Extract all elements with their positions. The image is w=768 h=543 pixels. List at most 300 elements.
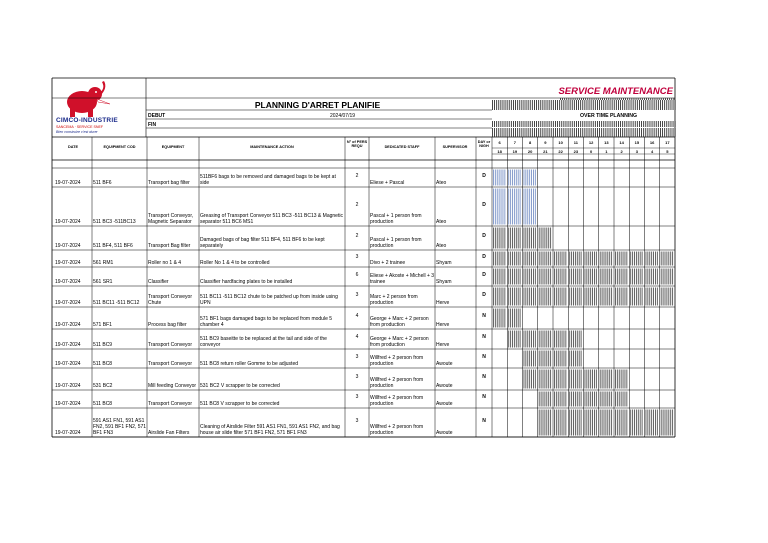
row-persons	[345, 350, 369, 364]
barcode-stripe	[656, 121, 657, 127]
gantt-shade	[548, 392, 549, 407]
barcode-stripe	[553, 128, 554, 137]
gantt-shade	[621, 392, 622, 407]
gantt-shade	[569, 351, 570, 367]
barcode-stripe	[551, 121, 552, 127]
gantt-shade	[625, 392, 626, 407]
gantt-shade	[564, 392, 565, 407]
col-header-day-night: DAY or NIGH	[477, 140, 491, 148]
gantt-shade	[575, 288, 576, 306]
gantt-shade	[632, 269, 633, 285]
row-equipment-code	[93, 287, 147, 307]
row-action	[200, 391, 345, 408]
barcode-stripe	[511, 121, 512, 127]
gantt-shade	[539, 392, 540, 407]
gantt-shade	[524, 269, 525, 285]
gantt-shade	[626, 288, 627, 306]
row-date	[55, 251, 92, 267]
gantt-shade	[556, 410, 557, 436]
row-staff-text: Eliese + Akoste + Michell + 3 trainee	[370, 272, 435, 286]
barcode-stripe	[618, 121, 619, 127]
gantt-shade	[504, 252, 505, 266]
gantt-shade	[520, 189, 521, 225]
barcode-stripe	[566, 100, 567, 110]
gantt-shade	[525, 370, 526, 389]
gantt-shade	[520, 170, 521, 186]
ot-hour-bottom: 1	[605, 149, 608, 154]
gantt-shade	[579, 351, 580, 367]
gantt-shade	[560, 252, 561, 266]
barcode-stripe	[626, 121, 627, 127]
barcode-stripe	[555, 128, 556, 137]
barcode-stripe	[617, 98, 618, 100]
barcode-stripe	[596, 98, 597, 100]
gantt-shade	[543, 410, 544, 436]
gantt-shade	[550, 252, 551, 266]
gantt-shade	[520, 331, 521, 348]
barcode-stripe	[530, 128, 531, 137]
row-action	[200, 330, 345, 349]
gantt-shade	[571, 252, 572, 266]
row-persons	[345, 308, 369, 325]
barcode-stripe	[536, 121, 537, 127]
gantt-shade	[550, 370, 551, 389]
gantt-shade	[535, 189, 536, 225]
gantt-shade	[546, 370, 547, 389]
gantt-shade	[535, 370, 536, 389]
barcode-stripe	[542, 121, 543, 127]
barcode-stripe	[647, 128, 648, 137]
ot-hour-top: 14	[619, 140, 624, 145]
barcode-stripe	[641, 121, 642, 127]
gantt-shade	[605, 410, 606, 436]
gantt-shade	[672, 252, 673, 266]
barcode-stripe	[524, 100, 525, 110]
gantt-shade	[581, 252, 582, 266]
gantt-shade	[510, 309, 511, 328]
barcode-stripe	[593, 121, 594, 127]
barcode-stripe	[600, 98, 601, 100]
gantt-shade	[588, 288, 589, 306]
row-staff	[370, 409, 435, 437]
gantt-shade	[649, 288, 650, 306]
gantt-shade	[577, 370, 578, 389]
gantt-shade	[508, 228, 509, 249]
row-day-night	[476, 369, 492, 386]
barcode-stripe	[513, 100, 514, 110]
gantt-shade	[520, 228, 521, 249]
barcode-stripe	[641, 128, 642, 137]
gantt-shade	[596, 288, 597, 306]
ot-hour-top: 15	[634, 140, 640, 145]
barcode-stripe	[634, 98, 635, 100]
barcode-stripe	[542, 100, 543, 110]
gantt-shade	[611, 288, 612, 306]
gantt-shade	[541, 228, 542, 249]
barcode-stripe	[673, 100, 674, 110]
gantt-shade	[642, 252, 643, 266]
row-action	[200, 350, 345, 368]
gantt-shade	[581, 351, 582, 367]
gantt-shade	[619, 410, 620, 436]
barcode-stripe	[572, 121, 573, 127]
barcode-stripe	[671, 128, 672, 137]
gantt-shade	[527, 252, 528, 266]
gantt-shade	[586, 410, 587, 436]
gantt-shade	[535, 269, 536, 285]
barcode-stripe	[625, 98, 626, 100]
barcode-stripe	[637, 128, 638, 137]
gantt-shade	[590, 392, 591, 407]
row-equipment	[148, 287, 199, 307]
gantt-shade	[531, 170, 532, 186]
barcode-stripe	[652, 100, 653, 110]
row-equipment	[148, 169, 199, 187]
barcode-stripe	[610, 128, 611, 137]
barcode-stripe	[650, 121, 651, 127]
row-date	[55, 287, 92, 307]
gantt-shade	[670, 410, 671, 436]
gantt-shade	[571, 331, 572, 348]
gantt-shade	[544, 252, 545, 266]
gantt-shade	[647, 252, 648, 266]
barcode-stripe	[557, 128, 558, 137]
row-supervisor	[436, 268, 476, 286]
gantt-shade	[646, 252, 647, 266]
barcode-stripe	[646, 98, 647, 100]
barcode-stripe	[631, 128, 632, 137]
gantt-shade	[666, 288, 667, 306]
gantt-shade	[541, 252, 542, 266]
gantt-shade	[520, 269, 521, 285]
row-day-night	[476, 169, 492, 183]
barcode-stripe	[595, 128, 596, 137]
barcode-stripe	[582, 128, 583, 137]
barcode-stripe	[650, 100, 651, 110]
gantt-shade	[594, 370, 595, 389]
row-equipment	[148, 350, 199, 368]
gantt-shade	[571, 351, 572, 367]
barcode-stripe	[656, 128, 657, 137]
row-action	[200, 268, 345, 286]
gantt-shade	[514, 252, 515, 266]
gantt-shade	[565, 269, 566, 285]
barcode-stripe	[608, 98, 609, 100]
barcode-stripe	[591, 128, 592, 137]
barcode-stripe	[507, 100, 508, 110]
row-persons-text: 3	[355, 253, 359, 260]
gantt-shade	[516, 309, 517, 328]
gantt-shade	[512, 331, 513, 348]
gantt-shade	[516, 288, 517, 306]
gantt-shade	[604, 392, 605, 407]
row-persons	[345, 188, 369, 222]
ot-hour-top: 16	[649, 140, 655, 145]
row-action-text: 531 BC2 V scrapper to be corrected	[200, 383, 280, 390]
gantt-shade	[512, 170, 513, 186]
gantt-shade	[619, 288, 620, 306]
row-supervisor	[436, 330, 476, 349]
barcode-stripe	[515, 128, 516, 137]
barcode-stripe	[576, 128, 577, 137]
gantt-shade	[663, 288, 664, 306]
gantt-shade	[564, 269, 565, 285]
barcode-stripe	[644, 98, 645, 100]
gantt-shade	[638, 410, 639, 436]
gantt-shade	[497, 228, 498, 249]
barcode-stripe	[572, 100, 573, 110]
gantt-shade	[535, 170, 536, 186]
barcode-stripe	[494, 121, 495, 127]
barcode-stripe	[663, 98, 664, 100]
row-date	[55, 188, 92, 226]
ot-hour-top: 10	[558, 140, 563, 145]
gantt-shade	[590, 410, 591, 436]
page-title: PLANNING D'ARRET PLANIFIE	[254, 100, 381, 110]
gantt-shade	[609, 269, 610, 285]
row-date	[55, 169, 92, 187]
gantt-shade	[508, 331, 509, 348]
gantt-shade	[556, 392, 557, 407]
barcode-stripe	[671, 100, 672, 110]
ot-hour-bottom: 2	[620, 149, 623, 154]
gantt-shade	[556, 331, 557, 348]
row-date-text: 19-07-2024	[55, 243, 81, 250]
gantt-shade	[520, 309, 521, 328]
barcode-stripe	[559, 100, 560, 110]
gantt-shade	[670, 252, 671, 266]
gantt-shade	[556, 351, 557, 367]
logo-title: CIMCO-INDUSTRIE	[56, 117, 118, 124]
gantt-shade	[510, 252, 511, 266]
gantt-shade	[640, 410, 641, 436]
row-equipment-text: Transport bag filter	[148, 180, 190, 187]
barcode-stripe	[673, 121, 674, 127]
gantt-shade	[607, 370, 608, 389]
barcode-stripe	[637, 121, 638, 127]
barcode-stripe	[561, 100, 562, 110]
barcode-stripe	[593, 128, 594, 137]
row-day-night	[476, 391, 492, 404]
barcode-stripe	[568, 98, 569, 100]
gantt-shade	[493, 228, 494, 249]
row-equipment-text: Transport Conveyor, Magnetic Separator	[148, 212, 194, 226]
barcode-stripe	[579, 98, 580, 100]
row-action-text: Cleaning of Airslide Filter 591 AS1 FN1, 591 AS1 FN2, and bag house air slide filter 571 BF1 FN2, 571 BF1 FN3	[200, 423, 340, 437]
gantt-shade	[531, 269, 532, 285]
gantt-shade	[520, 288, 521, 306]
row-date-text: 19-07-2024	[55, 260, 81, 267]
col-header-supervisor: SUPERVISOR	[442, 145, 468, 149]
gantt-shade	[525, 269, 526, 285]
gantt-shade	[670, 288, 671, 306]
gantt-shade	[548, 410, 549, 436]
barcode-stripe	[664, 121, 665, 127]
gantt-shade	[621, 252, 622, 266]
gantt-shade	[539, 252, 540, 266]
row-day-night-text: D	[482, 253, 486, 260]
gantt-shade	[501, 309, 502, 328]
row-supervisor-text: Awoute	[436, 383, 453, 390]
gantt-shade	[550, 228, 551, 249]
row-staff	[370, 330, 435, 349]
barcode-stripe	[665, 98, 666, 100]
barcode-stripe	[612, 128, 613, 137]
row-supervisor-text: Ateo	[436, 243, 447, 250]
row-equipment-code	[93, 251, 147, 267]
gantt-shade	[525, 331, 526, 348]
gantt-shade	[651, 288, 652, 306]
barcode-stripe	[629, 100, 630, 110]
barcode-stripe	[622, 128, 623, 137]
barcode-stripe	[545, 128, 546, 137]
barcode-stripe	[568, 128, 569, 137]
barcode-stripe	[664, 100, 665, 110]
gantt-shade	[657, 288, 658, 306]
barcode-stripe	[576, 121, 577, 127]
row-day-night	[476, 287, 492, 303]
barcode-stripe	[528, 128, 529, 137]
barcode-stripe	[562, 98, 563, 100]
gantt-shade	[504, 309, 505, 328]
barcode-stripe	[492, 128, 493, 137]
gantt-shade	[524, 351, 525, 367]
gantt-shade	[497, 170, 498, 186]
row-equipment-text: Process bag filter	[148, 322, 187, 329]
gantt-shade	[533, 189, 534, 225]
gantt-shade	[495, 309, 496, 328]
row-staff-text: Divo + 2 trainee	[370, 260, 406, 267]
barcode-stripe	[517, 100, 518, 110]
gantt-shade	[617, 269, 618, 285]
barcode-stripe	[555, 121, 556, 127]
gantt-shade	[495, 170, 496, 186]
barcode-stripe	[555, 100, 556, 110]
gantt-shade	[529, 370, 530, 389]
barcode-stripe	[566, 121, 567, 127]
gantt-shade	[607, 392, 608, 407]
ot-hour-top: 12	[588, 140, 594, 145]
gantt-shade	[527, 228, 528, 249]
gantt-shade	[524, 288, 525, 306]
row-action	[200, 169, 345, 187]
col-header-action: MAINTENANCE ACTION	[250, 145, 294, 149]
gantt-shade	[653, 269, 654, 285]
gantt-shade	[554, 331, 555, 348]
row-equipment-text: Transport Bag filter	[148, 243, 191, 250]
barcode-stripe	[582, 100, 583, 110]
barcode-stripe	[587, 100, 588, 110]
barcode-stripe	[610, 121, 611, 127]
barcode-stripe	[597, 100, 598, 110]
barcode-stripe	[574, 128, 575, 137]
gantt-shade	[565, 370, 566, 389]
gantt-shade	[634, 288, 635, 306]
barcode-stripe	[509, 100, 510, 110]
barcode-stripe	[643, 128, 644, 137]
gantt-shade	[619, 392, 620, 407]
barcode-stripe	[507, 121, 508, 127]
gantt-shade	[615, 269, 616, 285]
barcode-stripe	[616, 100, 617, 110]
gantt-shade	[661, 288, 662, 306]
gantt-shade	[569, 288, 570, 306]
gantt-shade	[611, 410, 612, 436]
barcode-stripe	[612, 100, 613, 110]
gantt-shade	[548, 331, 549, 348]
gantt-shade	[579, 410, 580, 436]
barcode-stripe	[547, 121, 548, 127]
gantt-shade	[663, 269, 664, 285]
barcode-stripe	[494, 128, 495, 137]
gantt-shade	[535, 331, 536, 348]
barcode-stripe	[641, 100, 642, 110]
gantt-shade	[625, 252, 626, 266]
gantt-shade	[617, 370, 618, 389]
col-header-date: DATE	[67, 145, 79, 149]
gantt-shade	[558, 351, 559, 367]
gantt-shade	[592, 269, 593, 285]
barcode-stripe	[500, 128, 501, 137]
gantt-shade	[535, 252, 536, 266]
barcode-stripe	[660, 100, 661, 110]
row-equipment	[148, 251, 199, 267]
gantt-shade	[621, 288, 622, 306]
gantt-shade	[524, 228, 525, 249]
row-day-night	[476, 308, 492, 325]
row-day-night	[476, 251, 492, 263]
barcode-stripe	[563, 128, 564, 137]
barcode-stripe	[503, 128, 504, 137]
gantt-shade	[577, 392, 578, 407]
row-staff	[370, 369, 435, 390]
gantt-shade	[588, 269, 589, 285]
gantt-shade	[541, 410, 542, 436]
gantt-shade	[636, 288, 637, 306]
barcode-stripe	[534, 121, 535, 127]
barcode-stripe	[643, 121, 644, 127]
barcode-stripe	[608, 128, 609, 137]
gantt-shade	[510, 288, 511, 306]
barcode-stripe	[621, 98, 622, 100]
barcode-stripe	[574, 121, 575, 127]
barcode-stripe	[599, 128, 600, 137]
barcode-stripe	[626, 100, 627, 110]
gantt-shade	[577, 331, 578, 348]
row-equipment	[148, 409, 199, 437]
ot-hour-bottom: 22	[558, 149, 563, 154]
row-staff-text: Pascal + 1 person from production	[370, 236, 422, 250]
barcode-stripe	[540, 128, 541, 137]
gantt-shade	[581, 269, 582, 285]
row-equipment-code-text: 561 RM1	[93, 260, 114, 267]
gantt-shade	[649, 410, 650, 436]
barcode-stripe	[635, 128, 636, 137]
gantt-shade	[499, 170, 500, 186]
barcode-stripe	[517, 128, 518, 137]
barcode-stripe	[648, 98, 649, 100]
row-day-night-text: D	[482, 201, 486, 208]
barcode-stripe	[580, 128, 581, 137]
barcode-stripe	[572, 128, 573, 137]
row-date-text: 19-07-2024	[55, 180, 81, 187]
gantt-shade	[600, 370, 601, 389]
gantt-shade	[638, 269, 639, 285]
gantt-shade	[588, 252, 589, 266]
barcode-stripe	[658, 128, 659, 137]
gantt-shade	[554, 351, 555, 367]
row-action-text: Classifier hardfacing plates to be installed	[200, 279, 293, 286]
